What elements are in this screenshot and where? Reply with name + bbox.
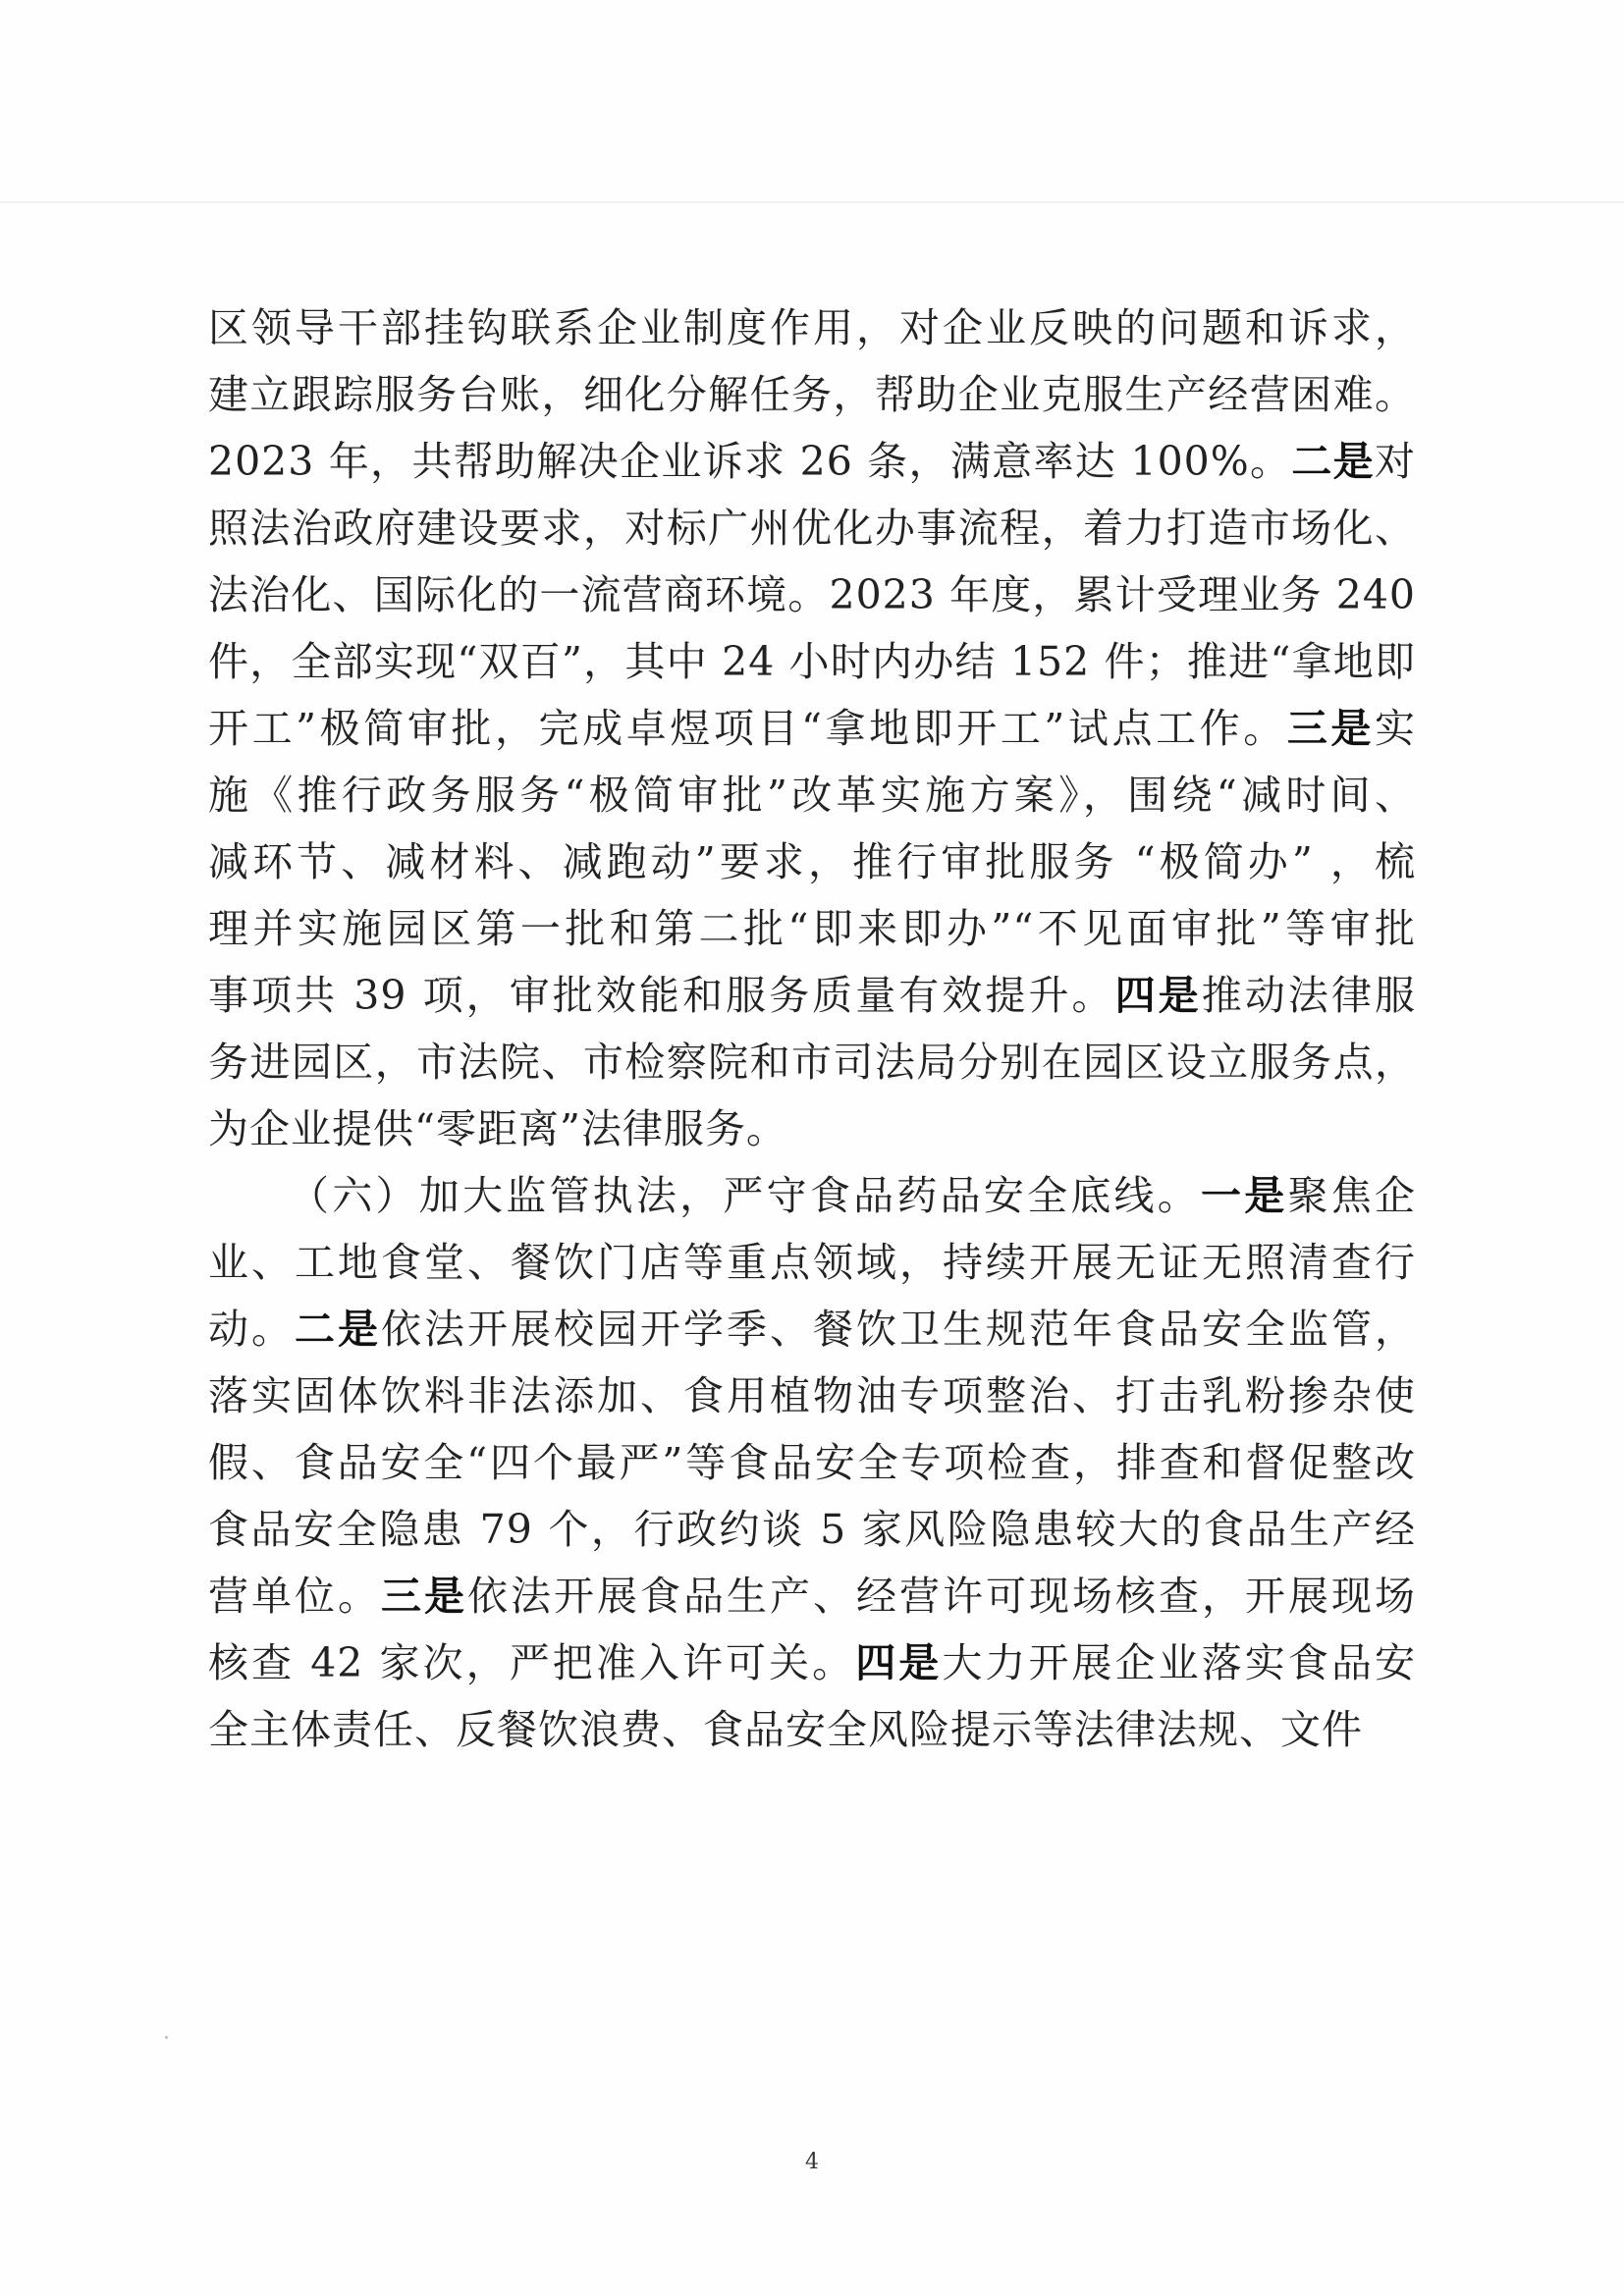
text-segment: 对	[1375, 438, 1417, 485]
text-segment: 核查 42 家次，严把准入许可关。	[208, 1639, 856, 1686]
text-segment: 假、食品安全“四个最严”等食品安全专项检查，排查和督促整改	[208, 1439, 1416, 1486]
text-segment: 2023 年，共帮助解决企业诉求 26 条，满意率达 100%。	[208, 438, 1292, 485]
text-segment: 法治化、国际化的一流营商环境。2023 年度，累计受理业务 240	[208, 571, 1416, 618]
text-segment: 大力开展企业落实食品安	[942, 1639, 1417, 1686]
emphasis-text: 一是	[1201, 1172, 1288, 1219]
text-segment: 依法开展食品生产、经营许可现场核查，开展现场	[467, 1573, 1416, 1620]
text-line	[208, 1095, 1416, 1162]
text-line	[208, 1162, 1416, 1229]
text-line	[208, 828, 1416, 895]
text-segment: 为企业提供“零距离”法律服务。	[208, 1105, 787, 1152]
emphasis-text: 二是	[295, 1306, 381, 1353]
text-line	[208, 1629, 1416, 1696]
text-segment: 聚焦企	[1287, 1172, 1417, 1219]
text-line	[208, 1696, 1416, 1763]
text-line	[208, 1296, 1416, 1362]
text-line	[208, 1496, 1416, 1563]
text-segment: 照法治政府建设要求，对标广州优化办事流程，着力打造市场化、	[208, 505, 1416, 552]
text-line	[208, 895, 1416, 962]
text-segment: 营单位。	[208, 1573, 381, 1620]
text-segment: 减环节、减材料、减跑动”要求，推行审批服务 “极简办” ，梳	[208, 838, 1416, 885]
text-segment: 建立跟踪服务台账，细化分解任务，帮助企业克服生产经营困难。	[208, 371, 1416, 418]
text-segment: 全主体责任、反餐饮浪费、食品安全风险提示等法律法规、文件	[208, 1706, 1363, 1753]
scan-speck	[165, 2036, 168, 2039]
text-line	[208, 962, 1416, 1029]
text-segment: （六）加大监管执法，严守食品药品安全底线。	[289, 1172, 1202, 1219]
emphasis-text: 三是	[381, 1573, 467, 1620]
text-segment: 依法开展校园开学季、餐饮卫生规范年食品安全监管，	[381, 1306, 1416, 1353]
text-line	[208, 1029, 1416, 1095]
emphasis-text: 四是	[855, 1639, 943, 1686]
text-line	[208, 361, 1416, 428]
text-line	[208, 695, 1416, 762]
text-segment: 开工”极简审批，完成卓煜项目“拿地即开工”试点工作。	[208, 705, 1287, 752]
text-segment: 件，全部实现“双百”，其中 24 小时内办结 152 件；推进“拿地即	[208, 638, 1416, 685]
text-line	[208, 628, 1416, 695]
text-segment: 业、工地食堂、餐饮门店等重点领域，持续开展无证无照清查行	[208, 1239, 1416, 1286]
text-segment: 务进园区，市法院、市检察院和市司法局分别在园区设立服务点，	[208, 1039, 1416, 1086]
text-segment: 实	[1375, 705, 1416, 752]
text-segment: 理并实施园区第一批和第二批“即来即办”“不见面审批”等审批	[208, 905, 1416, 952]
text-line	[208, 294, 1416, 361]
text-line	[208, 1362, 1416, 1429]
text-line	[208, 1429, 1416, 1496]
emphasis-text: 四是	[1114, 972, 1202, 1019]
text-segment: 施《推行政务服务“极简审批”改革实施方案》，围绕“减时间、	[208, 772, 1416, 819]
text-line	[208, 1563, 1416, 1629]
body-text	[208, 294, 1416, 1763]
text-line	[208, 561, 1416, 628]
text-segment: 落实固体饮料非法添加、食用植物油专项整治、打击乳粉掺杂使	[208, 1372, 1416, 1419]
emphasis-text: 二是	[1291, 438, 1376, 485]
text-segment: 事项共 39 项，审批效能和服务质量有效提升。	[208, 972, 1115, 1019]
text-line	[208, 1229, 1416, 1296]
text-segment: 动。	[208, 1306, 295, 1353]
text-segment: 食品安全隐患 79 个，行政约谈 5 家风险隐患较大的食品生产经	[208, 1506, 1416, 1553]
text-segment: 推动法律服	[1201, 972, 1417, 1019]
text-line	[208, 495, 1416, 561]
page-number: 4	[805, 2150, 819, 2174]
scan-artifact-line	[0, 201, 1624, 203]
emphasis-text: 三是	[1286, 705, 1375, 752]
text-line	[208, 762, 1416, 828]
text-line	[208, 428, 1416, 495]
text-segment: 区领导干部挂钩联系企业制度作用，对企业反映的问题和诉求，	[208, 304, 1416, 351]
